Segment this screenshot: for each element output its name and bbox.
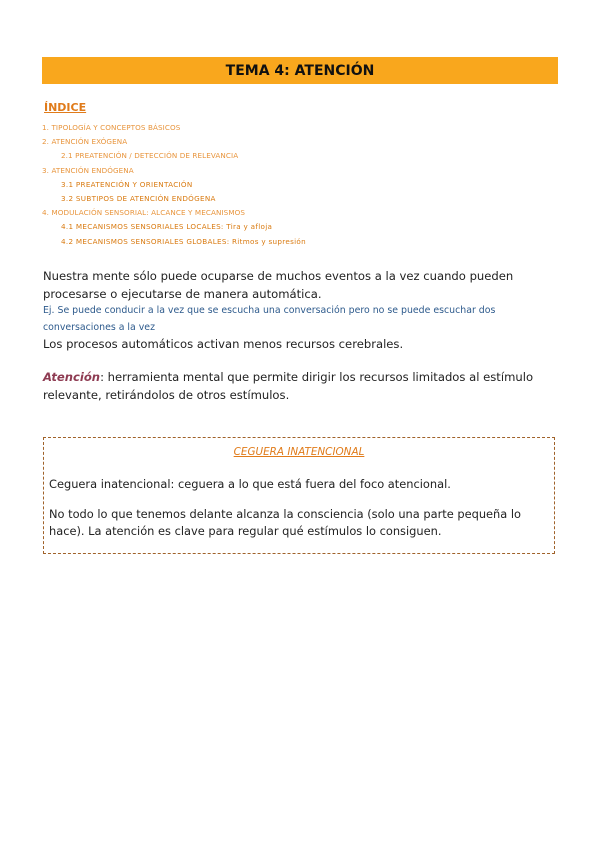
paragraph-automatic: Nuestra mente sólo puede ocuparse de muchos eventos a la vez cuando pueden procesarse o ejecutarse de manera automática. [43, 269, 514, 301]
definition-term: Atención [43, 370, 101, 384]
index-subitem[interactable]: 2.1 PREATENCIÓN / DETECCIÓN DE RELEVANCIA [61, 151, 239, 161]
index-item[interactable]: 3. ATENCIÓN ENDÓGENA [42, 165, 134, 175]
index-list [42, 121, 562, 249]
index-subitem[interactable]: 4.1 MECANISMOS SENSORIALES LOCALES: Tira y afloja [61, 222, 273, 232]
index-subitem[interactable]: 3.1 PREATENCIÓN Y ORIENTACIÓN [61, 179, 193, 189]
index-heading: ÍNDICE [44, 101, 87, 114]
index-item[interactable]: 1. TIPOLOGÍA Y CONCEPTOS BÁSICOS [42, 123, 181, 132]
box-paragraph-1: Ceguera inatencional: ceguera a lo que está fuera del foco atencional. [49, 477, 451, 491]
example-text: Ej. Se puede conducir a la vez que se escucha una conversación pero no se puede escuchar dos conversaciones a la vez [43, 305, 496, 333]
definition-text: : herramienta mental que permite dirigir los recursos limitados al estímulo relevante, retirándolos de otros estímulos. [43, 370, 534, 402]
index-item[interactable]: 4. MODULACIÓN SENSORIAL: ALCANCE Y MECANISMOS [42, 208, 246, 218]
box-title: CEGUERA INATENCIONAL [233, 446, 365, 458]
index-subitem[interactable]: 3.2 SUBTIPOS DE ATENCIÓN ENDÓGENA [61, 194, 216, 204]
index-item[interactable]: 2. ATENCIÓN EXÓGENA [42, 137, 128, 147]
index-subitem[interactable]: 4.2 MECANISMOS SENSORIALES GLOBALES: Ritmos y supresión [61, 236, 306, 246]
definition-attention [43, 369, 563, 404]
ceguera-box [43, 437, 555, 554]
page-title: TEMA 4: ATENCIÓN [225, 62, 375, 79]
title-bar [42, 57, 558, 84]
paragraph-processes: Los procesos automáticos activan menos recursos cerebrales. [43, 337, 404, 351]
box-paragraph-2: No todo lo que tenemos delante alcanza la consciencia (solo una parte pequeña lo hace). La atención es clave para regular qué estímulos lo consiguen. [49, 507, 522, 538]
body-section [43, 268, 563, 354]
